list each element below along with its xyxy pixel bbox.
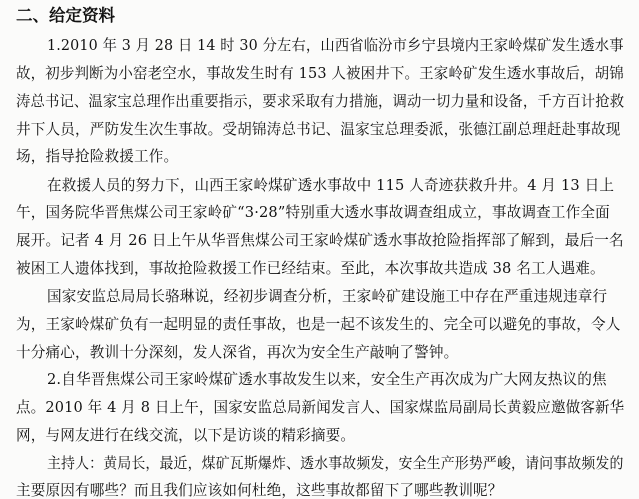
paragraph-line: 网，与网友进行在线交流，以下是访谈的精彩摘要。 [16,427,356,444]
paragraph-line: 故，初步判断为小窑老空水，事故发生时有 153 人被困井下。王家岭矿发生透水事故后，胡锦 [16,65,624,82]
paragraph-line: 国家安监总局局长骆琳说，经初步调查分析，王家岭矿建设施工中存在严重违规违章行 [47,288,608,305]
paragraph-line: 午，国务院华晋焦煤公司王家岭矿“3·28”特别重大透水事故调查组成立，事故调查工作全面 [16,204,610,221]
paragraph-line: 场，指导抢险救援工作。 [16,148,179,165]
paragraph-line: 为，王家岭煤矿负有一起明显的责任事故，也是一起不该发生的、完全可以避免的事故，令人 [16,316,621,333]
paragraph-line: 井下人员，严防发生次生事故。受胡锦涛总书记、温家宝总理委派，张德江副总理赶赴事故现 [16,121,621,138]
paragraph-line: 2.自华晋焦煤公司王家岭煤矿透水事故发生以来，安全生产再次成为广大网友热议的焦 [47,371,607,388]
paragraph-line: 主要原因有哪些？而且我们应该如何杜绝，这些事故都留下了哪些教训呢？ [16,482,503,499]
paragraph-line: 点。2010 年 4 月 8 日上午，国家安监总局新闻发言人、国家煤监局副局长黄毅应邀做客新华 [16,399,625,416]
paragraph-line: 1.2010 年 3 月 28 日 14 时 30 分左右，山西省临汾市乡宁县境内王家岭煤矿发生透水事 [47,37,624,54]
paragraph-line: 在救援人员的努力下，山西王家岭煤矿透水事故中 115 人奇迹获救升井。4 月 13 日上 [47,177,615,194]
section-heading: 二、给定资料 [16,6,115,25]
paragraph-line: 被困工人遗体找到，事故抢险救援工作已经结束。至此，本次事故共造成 38 名工人遇难。 [16,260,605,277]
paragraph-line: 涛总书记、温家宝总理作出重要指示，要求采取有力措施，调动一切力量和设备，千方百计抢救 [16,93,625,110]
paragraph-line: 十分痛心，教训十分深刻，发人深省，再次为安全生产敲响了警钟。 [16,344,459,361]
paragraph-line: 展开。记者 4 月 26 日上午从华晋焦煤公司王家岭煤矿透水事故抢险指挥部了解到，最后一名 [16,232,624,249]
paragraph-line: 主持人：黄局长，最近，煤矿瓦斯爆炸、透水事故频发，安全生产形势严峻，请问事故频发的 [47,455,624,472]
